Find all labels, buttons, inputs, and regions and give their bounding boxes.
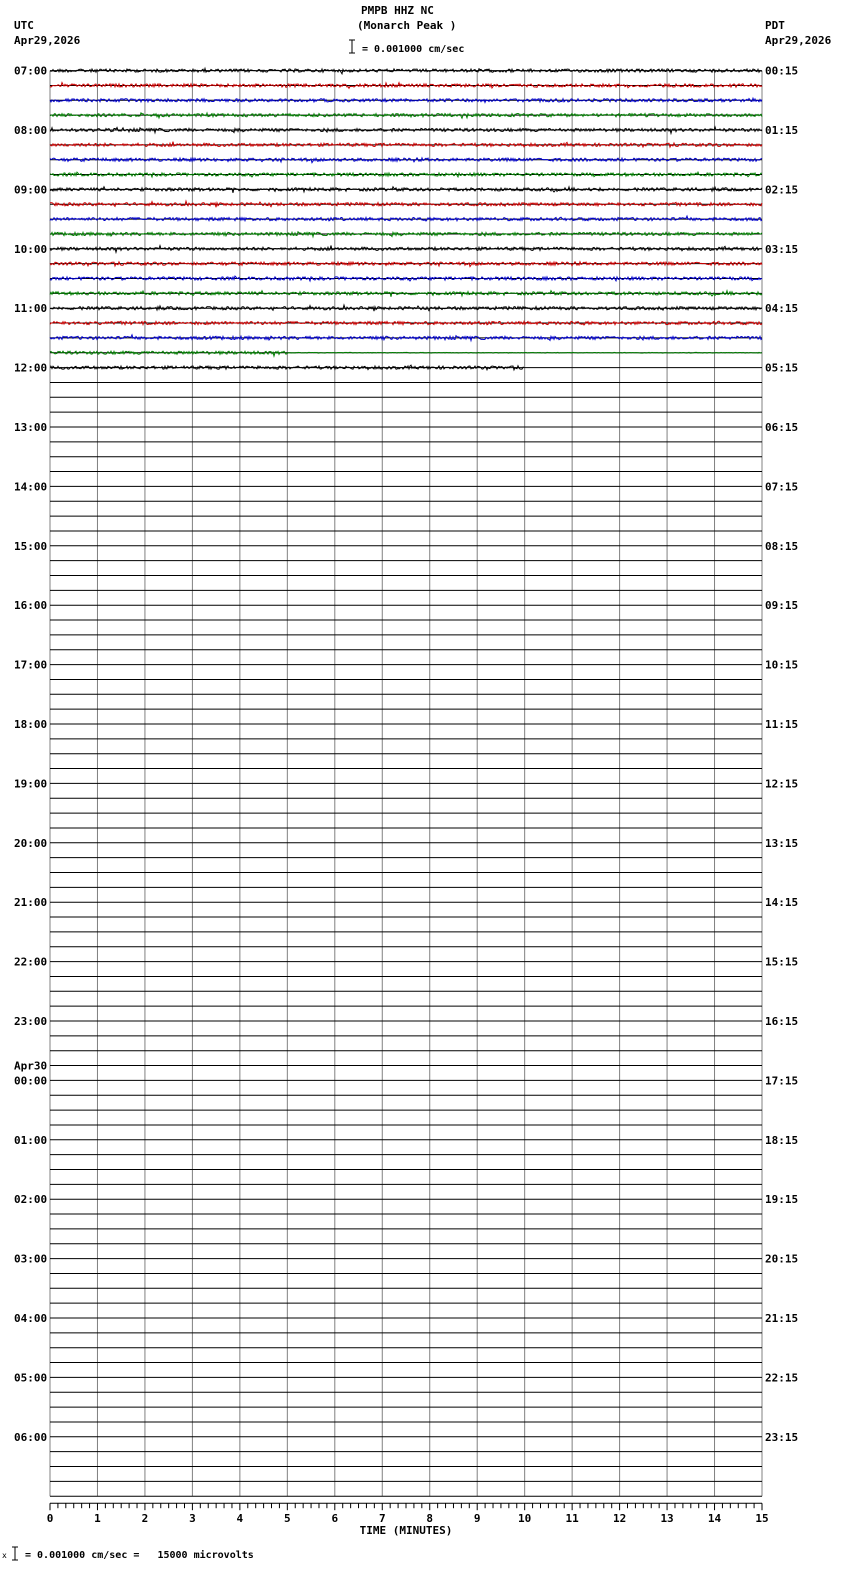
footer-scale-marker: x <box>2 1551 7 1560</box>
pdt-hour-label: 00:15 <box>765 64 799 78</box>
pdt-hour-label: 13:15 <box>765 836 799 850</box>
utc-hour-label: 10:00 <box>14 242 48 256</box>
x-tick-label: 9 <box>473 1512 481 1526</box>
grid-layer <box>50 71 762 1511</box>
pdt-hour-label: 20:15 <box>765 1252 799 1266</box>
left-timezone-label: UTC <box>14 19 34 32</box>
utc-hour-label: 17:00 <box>14 658 48 672</box>
pdt-hour-label: 17:15 <box>765 1074 799 1088</box>
pdt-hour-label: 14:15 <box>765 896 799 910</box>
scale-bars <box>2 40 355 1560</box>
utc-hour-label: 08:00 <box>14 124 48 137</box>
utc-hour-label: 11:00 <box>14 302 48 316</box>
utc-hour-label: 04:00 <box>14 1312 48 1325</box>
x-tick-label: 11 <box>565 1512 579 1526</box>
pdt-hour-label: 03:15 <box>765 242 799 256</box>
seismic-trace <box>50 68 762 73</box>
pdt-hour-label: 05:15 <box>765 361 799 375</box>
x-tick-label: 14 <box>707 1512 722 1526</box>
x-tick-label: 6 <box>331 1512 339 1526</box>
x-tick-label: 3 <box>189 1512 196 1526</box>
chart-subtitle: (Monarch Peak ) <box>357 19 457 32</box>
utc-hour-label: 23:00 <box>14 1015 48 1028</box>
pdt-hour-label: 22:15 <box>765 1371 799 1385</box>
pdt-hour-label: 16:15 <box>765 1015 799 1028</box>
scale-label: = 0.001000 cm/sec <box>362 44 465 55</box>
pdt-hour-label: 12:15 <box>765 777 799 791</box>
pdt-hour-label: 01:15 <box>765 124 799 137</box>
utc-hour-label: 19:00 <box>14 777 48 791</box>
footer-scale-note: = 0.001000 cm/sec = 15000 microvolts <box>25 1550 254 1561</box>
pdt-hour-label: 04:15 <box>765 302 799 316</box>
utc-hour-label: 01:00 <box>14 1133 48 1147</box>
utc-hour-label: 18:00 <box>14 718 48 731</box>
left-date-label: Apr29,2026 <box>14 34 81 47</box>
x-tick-label: 2 <box>141 1512 149 1526</box>
pdt-hour-label: 23:15 <box>765 1430 799 1444</box>
pdt-hour-label: 10:15 <box>765 658 799 672</box>
utc-hour-label: 05:00 <box>14 1371 48 1385</box>
x-tick-label: 13 <box>660 1512 674 1526</box>
utc-hour-label: 12:00 <box>14 361 48 375</box>
x-tick-label: 0 <box>46 1512 54 1526</box>
seismic-trace <box>50 351 762 356</box>
utc-hour-label: 03:00 <box>14 1252 48 1266</box>
seismic-trace <box>50 158 762 163</box>
pdt-hour-label: 08:15 <box>765 539 799 553</box>
utc-hour-label: 20:00 <box>14 836 48 850</box>
seismic-trace <box>50 262 762 267</box>
x-tick-label: 7 <box>378 1512 386 1526</box>
x-axis-label: TIME (MINUTES) <box>359 1524 453 1538</box>
pdt-hour-label: 18:15 <box>765 1133 799 1147</box>
utc-hour-label: 00:00 <box>14 1074 48 1088</box>
pdt-hour-label: 02:15 <box>765 183 799 197</box>
pdt-hour-label: 09:15 <box>765 599 799 613</box>
utc-hour-label: 02:00 <box>14 1193 48 1207</box>
utc-hour-label: 07:00 <box>14 64 48 78</box>
utc-hour-label: 09:00 <box>14 183 48 197</box>
utc-hour-label: 22:00 <box>14 955 48 969</box>
x-tick-label: 8 <box>426 1512 434 1526</box>
utc-hour-label: 16:00 <box>14 599 48 613</box>
pdt-hour-label: 21:15 <box>765 1312 799 1325</box>
pdt-hour-label: 11:15 <box>765 718 799 731</box>
pdt-hour-label: 15:15 <box>765 955 799 969</box>
right-timezone-label: PDT <box>765 19 785 32</box>
pdt-hour-label: 06:15 <box>765 421 799 434</box>
date-change-label: Apr30 <box>14 1059 48 1073</box>
x-tick-label: 4 <box>236 1512 244 1526</box>
x-tick-label: 1 <box>94 1512 101 1526</box>
x-tick-label: 10 <box>518 1512 532 1526</box>
pdt-hour-label: 07:15 <box>765 480 799 494</box>
utc-hour-label: 21:00 <box>14 896 48 910</box>
x-tick-label: 15 <box>755 1512 769 1526</box>
chart-title: PMPB HHZ NC <box>361 4 434 17</box>
label-layer <box>14 65 798 1538</box>
right-date-label: Apr29,2026 <box>765 34 832 47</box>
utc-hour-label: 13:00 <box>14 421 48 434</box>
utc-hour-label: 15:00 <box>14 539 48 553</box>
x-tick-label: 5 <box>284 1512 291 1526</box>
utc-hour-label: 14:00 <box>14 480 48 494</box>
x-tick-label: 12 <box>612 1512 627 1526</box>
pdt-hour-label: 19:15 <box>765 1193 799 1207</box>
seismic-trace <box>50 216 762 221</box>
utc-hour-label: 06:00 <box>14 1430 48 1444</box>
